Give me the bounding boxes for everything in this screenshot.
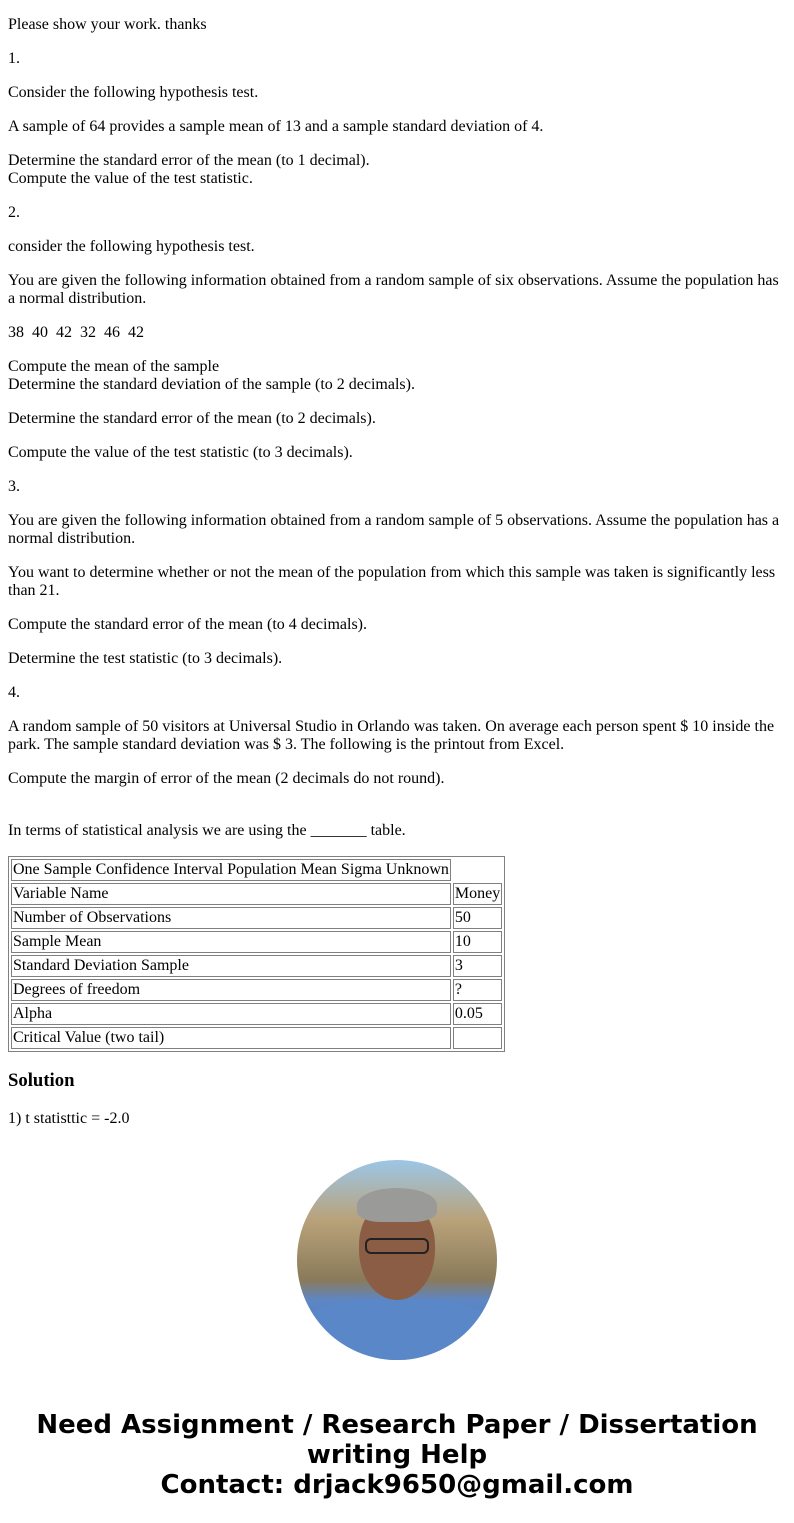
q1-task: Determine the standard error of the mean (to 1 decimal). [8, 152, 370, 169]
q4-line: A random sample of 50 visitors at Universal Studio in Orlando was taken. On average each person spent $ 10 inside the park. The sample standard deviation was $ 3. The following is the printout from Excel. [8, 718, 775, 753]
q2-task: Determine the standard error of the mean (to 2 decimals). [8, 410, 376, 427]
q2-line: You are given the following information obtained from a random sample of six observations. Assume the population has a normal distribution. [8, 272, 779, 307]
table-row [11, 979, 502, 1001]
table-label: Degrees of freedom [11, 979, 451, 1001]
solution-text: 1) t statisttic = -2.0 [8, 1110, 130, 1127]
author-photo [297, 1160, 497, 1360]
shirt [297, 1300, 497, 1360]
glasses-icon [365, 1238, 429, 1254]
table-label: Number of Observations [11, 907, 451, 929]
hair [357, 1188, 437, 1222]
table-value: 3 [453, 955, 502, 977]
q3-line: Compute the standard error of the mean (to 4 decimals). [8, 616, 367, 633]
table-value: 50 [453, 907, 502, 929]
table-row [11, 955, 502, 977]
q4-line: In terms of statistical analysis we are using the _______ table. [8, 822, 406, 839]
q2-number: 2. [8, 204, 20, 221]
q3-line: You want to determine whether or not the mean of the population from which this sample was taken is significantly less than 21. [8, 564, 776, 599]
table-row [11, 1027, 502, 1049]
q1-line: Consider the following hypothesis test. [8, 84, 259, 101]
q1-number: 1. [8, 50, 20, 67]
q3-number: 3. [8, 478, 20, 495]
q3-line: You are given the following information obtained from a random sample of 5 observations. Assume the population has a normal distribution. [8, 512, 780, 547]
table-row [11, 883, 502, 905]
q2-tasks [8, 358, 786, 394]
intro: Please show your work. thanks [8, 16, 207, 33]
table-label: Alpha [11, 1003, 451, 1025]
table-row [11, 859, 502, 881]
q2-observations: 38 40 42 32 46 42 [8, 324, 144, 341]
table-value: 0.05 [453, 1003, 502, 1025]
q4-number: 4. [8, 684, 20, 701]
q1-task: Compute the value of the test statistic. [8, 170, 253, 187]
table-value: Money [453, 883, 502, 905]
banner-line: Need Assignment / Research Paper / Dissertation writing Help [36, 1410, 758, 1470]
table-value: 10 [453, 931, 502, 953]
q2-task: Compute the value of the test statistic (to 3 decimals). [8, 444, 353, 461]
table-title: One Sample Confidence Interval Population Mean Sigma Unknown [11, 859, 451, 881]
q2-task: Determine the standard deviation of the sample (to 2 decimals). [8, 376, 415, 393]
table-value: ? [453, 979, 502, 1001]
table-label: Critical Value (two tail) [11, 1027, 451, 1049]
q2-task: Compute the mean of the sample [8, 358, 220, 375]
excel-printout-table [8, 856, 505, 1052]
table-row [11, 1003, 502, 1025]
q4-line: Compute the margin of error of the mean (2 decimals do not round). [8, 770, 445, 787]
q3-line: Determine the test statistic (to 3 decimals). [8, 650, 283, 667]
solution-heading: Solution [8, 1070, 75, 1091]
q1-tasks [8, 152, 786, 188]
table-value [453, 1027, 502, 1049]
q1-line: A sample of 64 provides a sample mean of 13 and a sample standard deviation of 4. [8, 118, 544, 135]
banner-contact: Contact: drjack9650@gmail.com [160, 1470, 634, 1500]
promo-banner [8, 1410, 786, 1500]
q2-line: consider the following hypothesis test. [8, 238, 255, 255]
table-label: Standard Deviation Sample [11, 955, 451, 977]
table-label: Variable Name [11, 883, 451, 905]
table-label: Sample Mean [11, 931, 451, 953]
table-row [11, 907, 502, 929]
table-row [11, 931, 502, 953]
